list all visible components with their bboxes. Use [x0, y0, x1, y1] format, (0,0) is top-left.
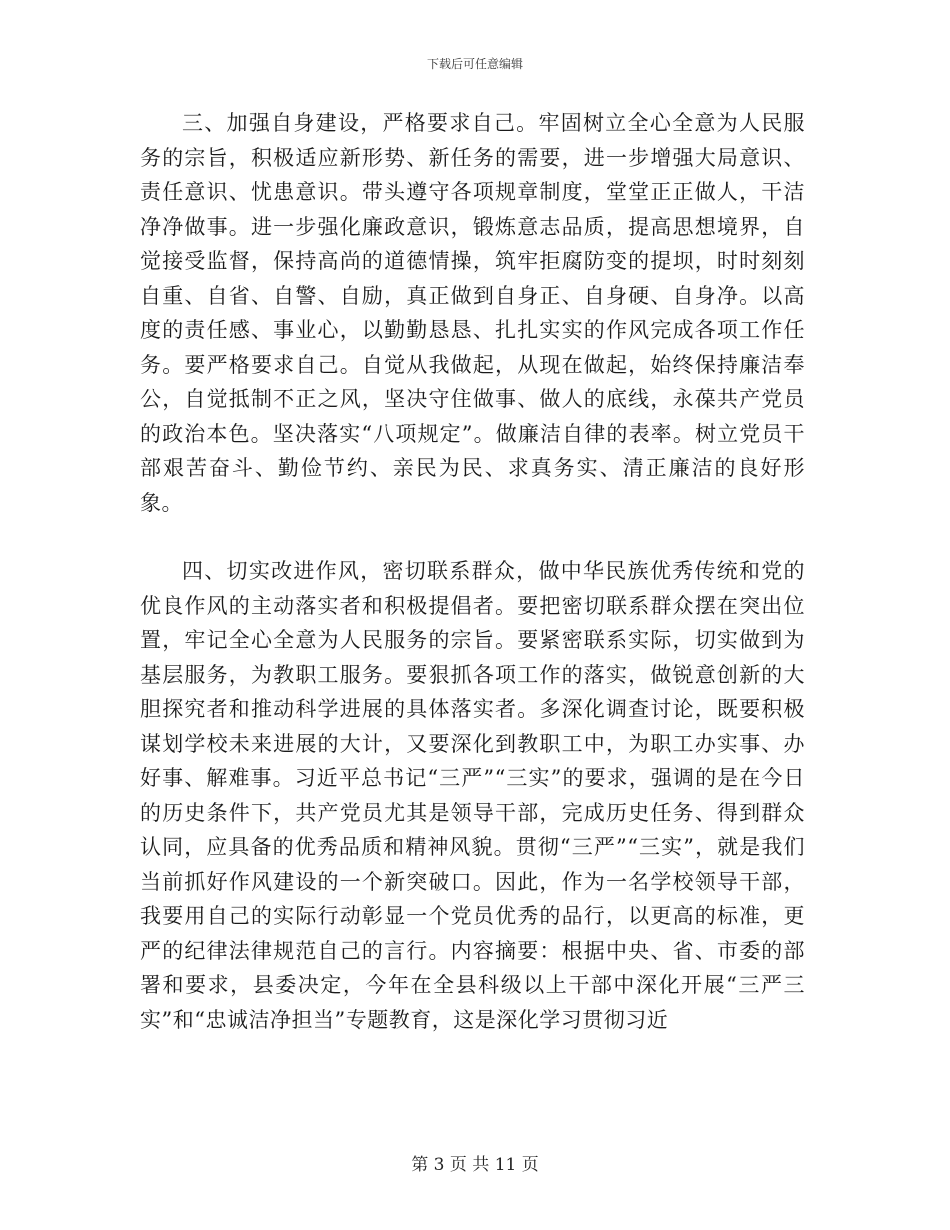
- paragraph-section-four: 四、切实改进作风，密切联系群众，做中华民族优秀传统和党的优良作风的主动落实者和积极提倡者。要把密切联系群众摆在突出位置，牢记全心全意为人民服务的宗旨。要紧密联系实际，切实做到为基层服务，为教职工服务。要狠抓各项工作的落实，做锐意创新的大胆探究者和推动科学进展的具体落实者。多深化调查讨论，既要积极谋划学校未来进展的大计，又要深化到教职工中，为职工办实事、办好事、解难事。习近平总书记“三严”“三实”的要求，强调的是在今日的历史条件下，共产党员尤其是领导干部，完成历史任务、得到群众认同，应具备的优秀品质和精神风貌。贯彻“三严”“三实”，就是我们当前抓好作风建设的一个新突破口。因此，作为一名学校领导干部，我要用自己的实际行动彰显一个党员优秀的品行，以更高的标准，更严的纪律法律规范自己的言行。内容摘要：根据中央、省、市委的部署和要求，县委决定，今年在全县科级以上干部中深化开展“三严三实”和“忠诚洁净担当”专题教育，这是深化学习贯彻习近: [140, 559, 805, 1032]
- document-body: [140, 106, 805, 1037]
- header-note: 下载后可任意编辑: [426, 57, 523, 71]
- page-number: 第 3 页 共 11 页: [411, 1155, 539, 1175]
- paragraph-section-three: 三、加强自身建设，严格要求自己。牢固树立全心全意为人民服务的宗旨，积极适应新形势、新任务的需要，进一步增强大局意识、责任意识、忧患意识。带头遵守各项规章制度，堂堂正正做人，干洁净净做事。进一步强化廉政意识，锻炼意志品质，提高思想境界，自觉接受监督，保持高尚的道德情操，筑牢拒腐防变的提坝，时时刻刻自重、自省、自警、自励，真正做到自身正、自身硬、自身净。以高度的责任感、事业心，以勤勤恳恳、扎扎实实的作风完成各项工作任务。要严格要求自己。自觉从我做起，从现在做起，始终保持廉洁奉公，自觉抵制不正之风，坚决守住做事、做人的底线，永葆共产党员的政治本色。坚决落实“八项规定”。做廉洁自律的表率。树立党员干部艰苦奋斗、勤俭节约、亲民为民、求真务实、清正廉洁的良好形象。: [140, 111, 805, 515]
